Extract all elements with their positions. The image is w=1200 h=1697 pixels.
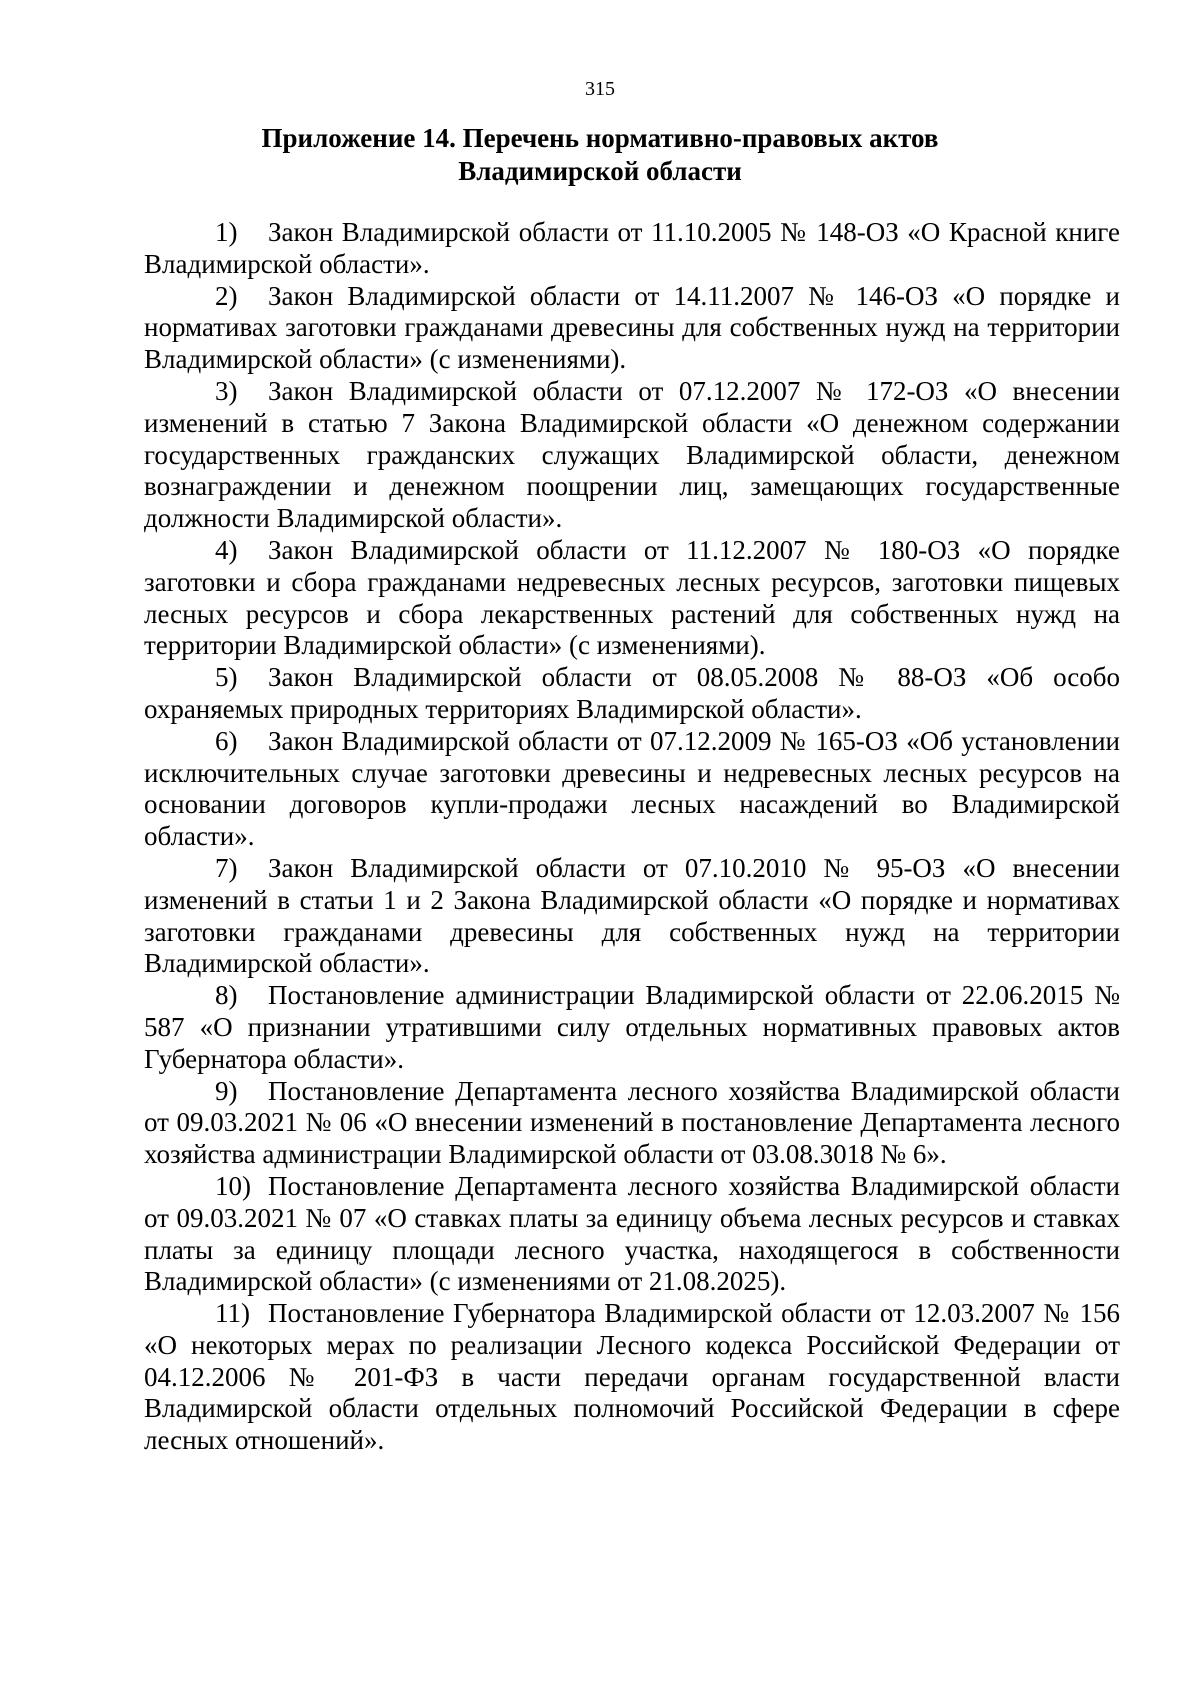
- act-item-6: [144, 726, 1120, 853]
- act-text: Постановление администрации Владимирской области от 22.06.2015 № 587 «О признании утратившими силу отдельных нормативных правовых актов Губернатора области».: [144, 980, 1120, 1074]
- act-number: 7): [215, 852, 238, 883]
- act-item-2: [144, 281, 1120, 376]
- act-text: Закон Владимирской области от 07.10.2010 № 95-ОЗ «О внесении изменений в статьи 1 и 2 Закона Владимирской области «О порядке и нормативах заготовки гражданами древесины для собственных нужд на территории Владимирской области».: [144, 852, 1120, 979]
- act-item-8: [144, 980, 1120, 1075]
- act-number: 5): [215, 662, 238, 693]
- act-item-1: [144, 217, 1120, 281]
- act-number: 11): [215, 1298, 250, 1329]
- act-item-5: [144, 662, 1120, 726]
- act-number: 3): [215, 375, 238, 406]
- act-text: Закон Владимирской области от 07.12.2009 № 165-ОЗ «Об установлении исключительных случае заготовки древесины и недревесных лесных ресурсов на основании договоров купли-продажи лесных насаждений во Владимирской области».: [144, 725, 1120, 852]
- act-number: 8): [215, 980, 238, 1011]
- act-item-10: [144, 1171, 1120, 1298]
- act-text: Постановление Департамента лесного хозяйства Владимирской области от 09.03.2021 № 06 «О внесении изменений в постановление Департамента лесного хозяйства администрации Владимирской области от 03.08.3018 № 6».: [144, 1075, 1120, 1170]
- act-item-7: [144, 853, 1120, 980]
- act-item-9: [144, 1076, 1120, 1171]
- act-text: Закон Владимирской области от 07.12.2007 № 172-ОЗ «О внесении изменений в статью 7 Закона Владимирской области «О денежном содержании государственных гражданских служащих Владимирской области, денежном вознаграждении и денежном поощрении лиц, замещающих государственные должности Владимирской области».: [144, 375, 1120, 534]
- act-text: Закон Владимирской области от 14.11.2007 № 146-ОЗ «О порядке и нормативах заготовки гражданами древесины для собственных нужд на территории Владимирской области» (с изменениями).: [144, 280, 1120, 375]
- title-line-1: Приложение 14. Перечень нормативно-правовых актов: [261, 123, 939, 153]
- act-number: 1): [215, 217, 238, 247]
- act-number: 4): [215, 534, 238, 565]
- act-text: Закон Владимирской области от 11.12.2007 № 180-ОЗ «О порядке заготовки и сбора гражданами недревесных лесных ресурсов, заготовки пищевых лесных ресурсов и сбора лекарственных растений для собственных нужд на территории Владимирской области» (с изменениями).: [144, 534, 1120, 661]
- act-text: Постановление Департамента лесного хозяйства Владимирской области от 09.03.2021 № 07 «О ставках платы за единицу объема лесных ресурсов и ставках платы за единицу площади лесного участка, находящегося в собственности Владимирской области» (с изменениями от 21.08.2025).: [144, 1170, 1120, 1297]
- act-item-3: [144, 376, 1120, 535]
- act-text: Постановление Губернатора Владимирской области от 12.03.2007 № 156 «О некоторых мерах по реализации Лесного кодекса Российской Федерации от 04.12.2006 № 201-ФЗ в части передачи органам государственной власти Владимирской области отдельных полномочий Российской Федерации в сфере лесных отношений».: [144, 1298, 1120, 1456]
- page-number: 315: [585, 78, 615, 100]
- act-number: 9): [215, 1075, 238, 1106]
- act-item-4: [144, 535, 1120, 662]
- page-title: [200, 122, 1000, 188]
- act-number: 2): [215, 280, 238, 311]
- act-number: 10): [215, 1170, 251, 1201]
- act-text: Закон Владимирской области от 08.05.2008 № 88-ОЗ «Об особо охраняемых природных территориях Владимирской области».: [144, 662, 1120, 724]
- act-number: 6): [215, 725, 238, 756]
- title-line-2: Владимирской области: [458, 156, 742, 186]
- acts-list: [144, 217, 1120, 1457]
- act-text: Закон Владимирской области от 11.10.2005 № 148-ОЗ «О Красной книге Владимирской области».: [144, 217, 1120, 279]
- act-item-11: [144, 1298, 1120, 1457]
